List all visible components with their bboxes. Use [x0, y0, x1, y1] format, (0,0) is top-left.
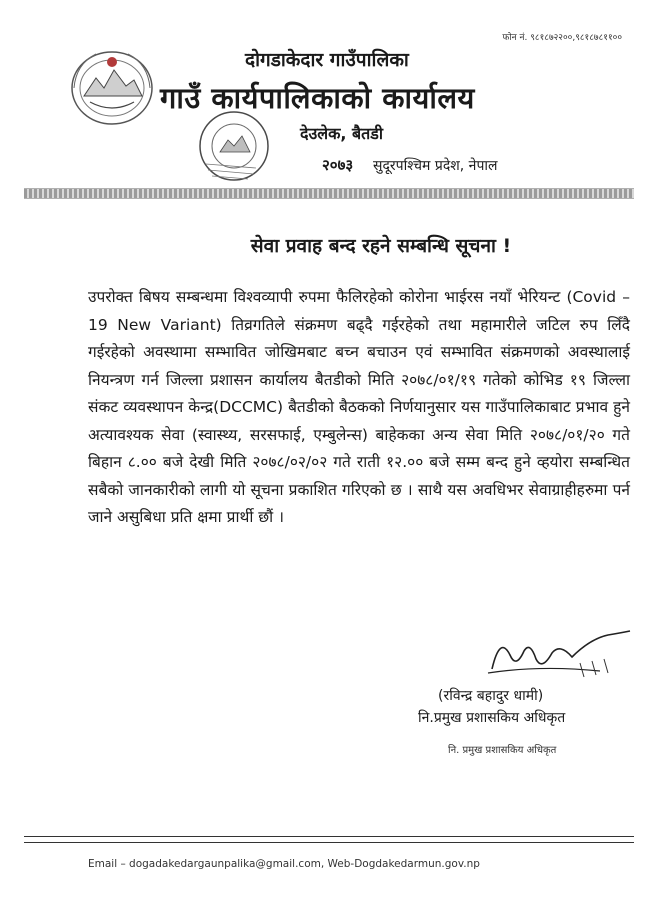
footer-divider [24, 836, 634, 843]
notice-subject [0, 232, 652, 258]
province-label: सुदूरपश्चिम प्रदेश, नेपाल [373, 158, 498, 174]
nepal-emblem-icon [66, 44, 158, 130]
notice-subject-text: सेवा प्रवाह बन्द रहने सम्बन्धि सूचना ! [250, 235, 512, 257]
established-year: २०७३ [322, 156, 354, 174]
footer-contact: Email – dogadakedargaunpalika@gmail.com, Web-Dogdakedarmun.gov.np [88, 858, 480, 870]
office-name-small: दोगडाकेदार गाउँपालिका [245, 49, 409, 71]
signatory-title: नि.प्रमुख प्रशासकिय अधिकृत [418, 710, 566, 726]
notice-body: उपरोक्त बिषय सम्बन्धमा विश्वव्यापी रुपमा फैलिरहेको कोरोना भाईरस नयाँ भेरियन्ट (Covid – 19 New Variant) तिव्रगतिले संक्रमण बढ्दै गईरहेको तथा महामारीले जटिल रुप लिँदै गईरहेको अवस्थामा सम्भावित जोखिमबाट बच्न बचाउन एवं सम्भावित संक्रमणको अवस्थालाई नियन्त्रण गर्न जिल्ला प्रशासन कार्यालय बैतडीको मिति २०७८/०१/१९ गतेको कोभिड १९ जिल्ला संकट व्यवस्थापन केन्द्र(DCCMC) बैतडीको बैठकको निर्णयानुसार यस गाउँपालिकाबाट प्रभाव हुने अत्यावश्यक सेवा (स्वास्थ्य, सरसफाई, एम्बुलेन्स) बाहेकका अन्य सेवा मिति २०७८/०१/२० गते बिहान ८.०० बजे देखी मिति २०७८/०२/०२ गते राती १२.०० बजे सम्म बन्द हुने व्हयोरा सम्बन्धित सबैको जानकारीको लागी यो सूचना प्रकाशित गरिएको छ । साथै यस अवधिभर सेवाग्राहीहरुमा पर्न जाने असुबिधा प्रति क्षमा प्रार्थी छौं । [88, 288, 630, 526]
office-location: देउलेक, बैतडी [300, 124, 384, 143]
header-divider [24, 188, 634, 199]
office-seal-icon [196, 108, 272, 184]
office-name-large: गाउँ कार्यपालिकाको कार्यालय [160, 81, 475, 115]
phone-numbers: फोन नं. ९८१८७२२००,९८१८७८११०० [502, 33, 622, 43]
signature-icon [480, 625, 640, 683]
signatory-name: (रविन्द्र बहादुर धामी) [438, 688, 544, 704]
signatory-stamp: नि. प्रमुख प्रशासकिय अधिकृत [448, 745, 557, 756]
